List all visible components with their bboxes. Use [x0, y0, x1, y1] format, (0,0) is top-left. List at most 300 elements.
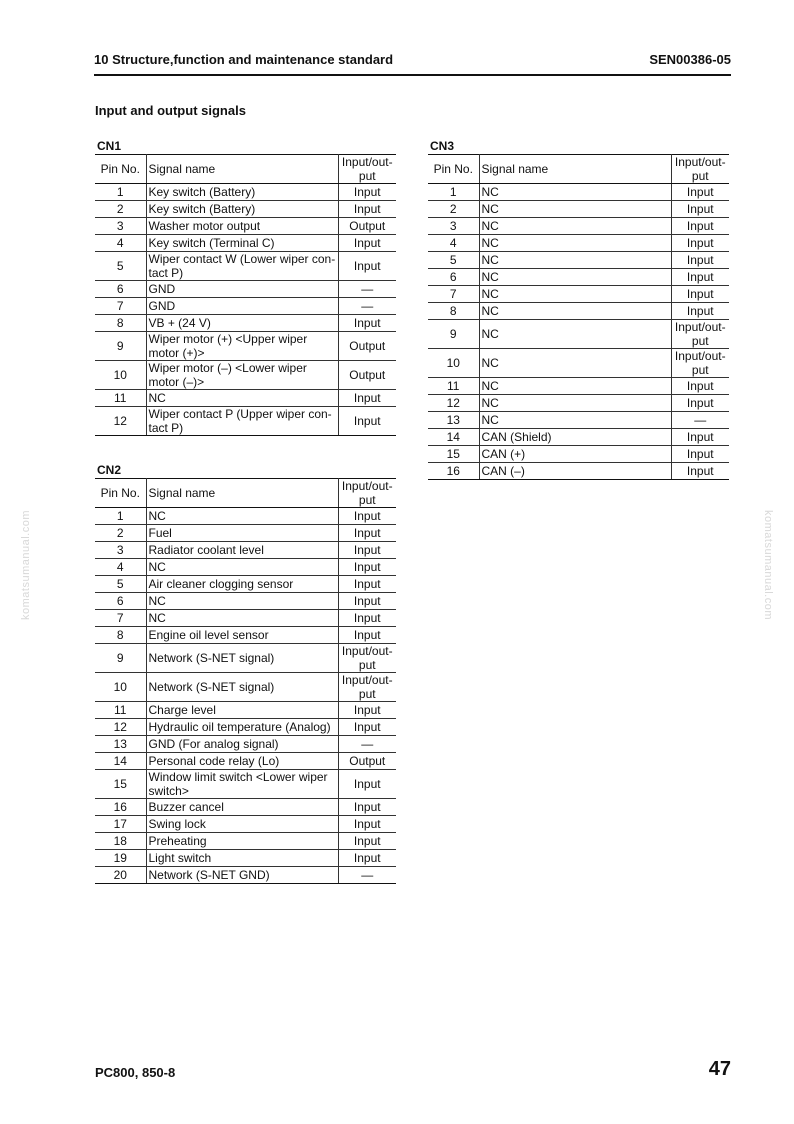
- io-type-line1: Input: [686, 185, 714, 199]
- io-type-line1: Input: [686, 430, 714, 444]
- table-row: [95, 770, 396, 799]
- pin-header: Pin No.: [428, 155, 479, 184]
- signal-name-line1: Swing lock: [148, 817, 206, 831]
- pin-number: 5: [95, 576, 146, 593]
- signal-name-line1: NC: [481, 379, 499, 393]
- io-type: [338, 201, 396, 218]
- pin-number: 3: [95, 542, 146, 559]
- pin-header: Pin No.: [95, 155, 146, 184]
- pin-number: 20: [95, 867, 146, 884]
- pin-number: 18: [95, 833, 146, 850]
- table-row: [95, 298, 396, 315]
- signal-name-line1: NC: [481, 287, 499, 301]
- table-row: [95, 201, 396, 218]
- io-type-line1: Input: [353, 594, 381, 608]
- table-row: [95, 850, 396, 867]
- io-type-line1: —: [361, 737, 374, 751]
- signal-name-line2: motor (–)>: [148, 375, 205, 389]
- pin-number: 2: [95, 201, 146, 218]
- pin-number: 14: [95, 753, 146, 770]
- cn3-table: [428, 154, 729, 480]
- io-type: [671, 252, 729, 269]
- io-type: [338, 610, 396, 627]
- signal-name: [479, 201, 671, 218]
- io-type-line1: Input: [686, 379, 714, 393]
- io-type: [338, 627, 396, 644]
- table-row: [95, 736, 396, 753]
- io-type: [338, 508, 396, 525]
- signal-name-line1: NC: [481, 202, 499, 216]
- signal-name: [146, 252, 338, 281]
- io-type: [338, 850, 396, 867]
- table-row: [95, 218, 396, 235]
- table-row: [95, 332, 396, 361]
- io-header-line2: put: [691, 169, 709, 183]
- io-type-line1: Input: [353, 259, 381, 273]
- table-row: [428, 412, 729, 429]
- io-type-line1: Input: [686, 396, 714, 410]
- signal-name-line1: Key switch (Battery): [148, 185, 256, 199]
- table-row: [428, 218, 729, 235]
- table-row: [428, 429, 729, 446]
- io-type-line1: Input/out-: [341, 644, 393, 658]
- table-row: [428, 269, 729, 286]
- io-type: [338, 559, 396, 576]
- pin-number: 13: [428, 412, 479, 429]
- signal-name: [146, 833, 338, 850]
- signal-name: [479, 463, 671, 480]
- signal-name-line1: Preheating: [148, 834, 207, 848]
- signal-name-line1: NC: [481, 253, 499, 267]
- signal-name: [146, 315, 338, 332]
- pin-number: 9: [95, 332, 146, 361]
- signal-name-line1: Network (S-NET GND): [148, 868, 270, 882]
- io-type-line1: Input: [686, 447, 714, 461]
- cn1-label: CN1: [97, 139, 122, 153]
- table-row: [95, 407, 396, 436]
- io-type: [338, 390, 396, 407]
- io-type-line1: Input: [353, 185, 381, 199]
- signal-name-line1: Buzzer cancel: [148, 800, 224, 814]
- table-row: [95, 673, 396, 702]
- io-type-line2: put: [358, 687, 376, 701]
- io-type: [338, 542, 396, 559]
- signal-name-line1: CAN (Shield): [481, 430, 552, 444]
- signal-name: [146, 702, 338, 719]
- signal-name-line1: Engine oil level sensor: [148, 628, 269, 642]
- io-type-line1: Input: [353, 202, 381, 216]
- signal-name-line1: NC: [481, 413, 499, 427]
- signal-name: [479, 429, 671, 446]
- table-row: [95, 252, 396, 281]
- signal-name-line1: Key switch (Terminal C): [148, 236, 275, 250]
- signal-name-line1: Wiper motor (–) <Lower wiper: [148, 361, 307, 375]
- signal-name: [479, 218, 671, 235]
- io-type: [338, 770, 396, 799]
- signal-name: [479, 184, 671, 201]
- io-header-line2: put: [358, 169, 376, 183]
- signal-name-line1: Air cleaner clogging sensor: [148, 577, 294, 591]
- table-row: [428, 378, 729, 395]
- pin-number: 16: [95, 799, 146, 816]
- io-type-line1: —: [361, 868, 374, 882]
- io-type: [338, 361, 396, 390]
- io-type: [671, 446, 729, 463]
- table-row: [95, 610, 396, 627]
- pin-number: 11: [95, 390, 146, 407]
- signal-name: [479, 378, 671, 395]
- table-row: [95, 390, 396, 407]
- document-code: SEN00386-05: [649, 52, 731, 67]
- io-type: [671, 378, 729, 395]
- pin-number: 8: [428, 303, 479, 320]
- signal-name: [146, 770, 338, 799]
- io-type: [338, 867, 396, 884]
- signal-name-line1: NC: [148, 611, 166, 625]
- signal-name: [479, 235, 671, 252]
- signal-name: [479, 412, 671, 429]
- io-type-line1: Input: [353, 577, 381, 591]
- io-type: [338, 736, 396, 753]
- table-row: [95, 361, 396, 390]
- table-row: [95, 235, 396, 252]
- pin-number: 14: [428, 429, 479, 446]
- pin-number: 17: [95, 816, 146, 833]
- signal-name-line1: Radiator coolant level: [148, 543, 264, 557]
- table-row: [95, 719, 396, 736]
- table-row: [95, 525, 396, 542]
- table-row: [95, 799, 396, 816]
- signal-name: [146, 850, 338, 867]
- io-type: [671, 463, 729, 480]
- io-type: [338, 235, 396, 252]
- io-type-line1: Input: [353, 851, 381, 865]
- cn1-table: [95, 154, 396, 436]
- signal-name: [146, 644, 338, 673]
- signal-name-line1: NC: [148, 560, 166, 574]
- signal-name: [146, 673, 338, 702]
- io-type: [338, 673, 396, 702]
- table-row: [95, 702, 396, 719]
- signal-name-line1: CAN (–): [481, 464, 525, 478]
- pin-number: 8: [95, 315, 146, 332]
- io-type: [338, 332, 396, 361]
- chapter-title: 10 Structure,function and maintenance standard: [94, 52, 394, 67]
- io-type: [671, 429, 729, 446]
- io-type-line1: Output: [349, 368, 386, 382]
- io-type: [338, 298, 396, 315]
- io-type: [338, 184, 396, 201]
- table-row: [95, 508, 396, 525]
- page-number: 47: [708, 1058, 731, 1080]
- signal-name-line1: Hydraulic oil temperature (Analog): [148, 720, 331, 734]
- signal-name-line1: NC: [481, 327, 499, 341]
- table-row: [428, 446, 729, 463]
- signal-name-line1: NC: [481, 356, 499, 370]
- io-type: [338, 816, 396, 833]
- signal-name-line1: Wiper motor (+) <Upper wiper: [148, 332, 308, 346]
- io-type: [671, 218, 729, 235]
- pin-number: 4: [428, 235, 479, 252]
- io-type-line1: Output: [349, 754, 386, 768]
- pin-number: 2: [95, 525, 146, 542]
- signal-name-line2: motor (+)>: [148, 346, 205, 360]
- signal-name-line1: NC: [481, 270, 499, 284]
- signal-name-line1: NC: [148, 594, 166, 608]
- io-type-line1: Input: [686, 202, 714, 216]
- signal-name: [146, 816, 338, 833]
- signal-name-line1: GND (For analog signal): [148, 737, 279, 751]
- table-row: [428, 184, 729, 201]
- io-type-line1: Input: [686, 219, 714, 233]
- signal-name: [146, 719, 338, 736]
- pin-number: 5: [428, 252, 479, 269]
- io-type-line1: Input: [353, 236, 381, 250]
- io-header: [671, 155, 729, 184]
- signal-name: [146, 753, 338, 770]
- io-type-line1: Input: [353, 509, 381, 523]
- io-type: [338, 252, 396, 281]
- signal-name: [146, 235, 338, 252]
- io-type: [338, 799, 396, 816]
- signal-name: [146, 390, 338, 407]
- signal-name-line1: NC: [481, 396, 499, 410]
- io-type: [671, 395, 729, 412]
- signal-header: Signal name: [479, 155, 671, 184]
- io-type: [671, 235, 729, 252]
- table-row: [95, 576, 396, 593]
- pin-number: 9: [95, 644, 146, 673]
- table-row: [95, 559, 396, 576]
- table-row: [428, 235, 729, 252]
- table-row: [95, 833, 396, 850]
- pin-number: 10: [95, 361, 146, 390]
- pin-number: 11: [95, 702, 146, 719]
- signal-name: [146, 610, 338, 627]
- io-header-line1: Input/out-: [341, 479, 393, 493]
- pin-number: 1: [428, 184, 479, 201]
- signal-name: [479, 395, 671, 412]
- pin-number: 16: [428, 463, 479, 480]
- io-type: [338, 833, 396, 850]
- signal-name-line1: Light switch: [148, 851, 212, 865]
- pin-number: 15: [95, 770, 146, 799]
- io-type: [671, 184, 729, 201]
- io-type: [671, 412, 729, 429]
- pin-number: 3: [428, 218, 479, 235]
- signal-name-line1: NC: [481, 236, 499, 250]
- io-type-line1: Input: [353, 560, 381, 574]
- pin-number: 12: [428, 395, 479, 412]
- signal-name: [146, 576, 338, 593]
- io-type: [671, 303, 729, 320]
- io-type-line1: Input: [353, 817, 381, 831]
- signal-name-line1: Wiper contact P (Upper wiper con-: [148, 407, 332, 421]
- io-type-line1: Input: [686, 287, 714, 301]
- signal-name: [479, 446, 671, 463]
- io-type-line2: put: [691, 334, 709, 348]
- io-type: [671, 201, 729, 218]
- signal-name: [146, 201, 338, 218]
- signal-name-line1: Network (S-NET signal): [148, 651, 275, 665]
- io-type-line1: Input: [353, 543, 381, 557]
- io-type: [338, 218, 396, 235]
- signal-name: [146, 525, 338, 542]
- signal-name: [479, 252, 671, 269]
- table-row: [428, 201, 729, 218]
- io-type-line1: Input: [686, 270, 714, 284]
- signal-name: [479, 286, 671, 303]
- io-type-line1: Input: [686, 253, 714, 267]
- signal-header: Signal name: [146, 155, 338, 184]
- pin-number: 4: [95, 235, 146, 252]
- signal-name-line1: Wiper contact W (Lower wiper con-: [148, 252, 336, 266]
- table-row: [428, 252, 729, 269]
- io-type: [671, 349, 729, 378]
- pin-number: 9: [428, 320, 479, 349]
- cn3-label: CN3: [430, 139, 455, 153]
- io-type: [338, 281, 396, 298]
- signal-name: [146, 332, 338, 361]
- signal-name-line1: Personal code relay (Lo): [148, 754, 280, 768]
- signal-name-line1: Fuel: [148, 526, 172, 540]
- signal-name: [479, 269, 671, 286]
- signal-name: [479, 349, 671, 378]
- io-type-line1: Input/out-: [341, 673, 393, 687]
- table-row: [428, 395, 729, 412]
- watermark-left: komatsumanual.com: [20, 510, 32, 620]
- io-type-line1: —: [694, 413, 707, 427]
- pin-number: 8: [95, 627, 146, 644]
- signal-name: [146, 298, 338, 315]
- watermark-right: komatsumanual.com: [762, 510, 774, 620]
- io-type-line1: Input: [353, 628, 381, 642]
- pin-number: 7: [95, 610, 146, 627]
- signal-name: [146, 867, 338, 884]
- table-row: [95, 644, 396, 673]
- io-type: [338, 525, 396, 542]
- io-type-line1: Input: [686, 236, 714, 250]
- io-type-line1: Input: [353, 526, 381, 540]
- pin-number: 6: [95, 281, 146, 298]
- table-row: [95, 542, 396, 559]
- signal-name-line2: tact P): [148, 266, 184, 280]
- io-header: [338, 479, 396, 508]
- io-type: [338, 753, 396, 770]
- pin-number: 4: [95, 559, 146, 576]
- signal-name: [146, 627, 338, 644]
- io-type: [671, 269, 729, 286]
- signal-name: [479, 303, 671, 320]
- table-row: [95, 315, 396, 332]
- io-type: [338, 576, 396, 593]
- pin-number: 3: [95, 218, 146, 235]
- pin-header: Pin No.: [95, 479, 146, 508]
- table-row: [95, 281, 396, 298]
- signal-header: Signal name: [146, 479, 338, 508]
- io-type: [338, 593, 396, 610]
- io-type-line1: Input: [353, 611, 381, 625]
- io-header-line1: Input/out-: [674, 155, 726, 169]
- table-row: [95, 627, 396, 644]
- io-type-line1: —: [361, 299, 374, 313]
- io-header-line1: Input/out-: [341, 155, 393, 169]
- io-header-line2: put: [358, 493, 376, 507]
- io-type-line1: Output: [349, 339, 386, 353]
- signal-name: [146, 281, 338, 298]
- signal-name: [146, 559, 338, 576]
- cn2-label: CN2: [97, 463, 122, 477]
- signal-name-line1: NC: [148, 509, 166, 523]
- pin-number: 12: [95, 407, 146, 436]
- io-type-line1: Input/out-: [674, 349, 726, 363]
- signal-name-line1: CAN (+): [481, 447, 526, 461]
- header-row: [95, 479, 396, 508]
- pin-number: 13: [95, 736, 146, 753]
- signal-name: [146, 736, 338, 753]
- pin-number: 10: [95, 673, 146, 702]
- section-title: Input and output signals: [95, 103, 246, 118]
- table-row: [428, 303, 729, 320]
- io-type-line1: Input: [353, 834, 381, 848]
- signal-name-line1: VB + (24 V): [148, 316, 211, 330]
- model-name: PC800, 850-8: [95, 1065, 176, 1080]
- io-type: [338, 719, 396, 736]
- signal-name-line1: NC: [148, 391, 166, 405]
- io-type: [338, 407, 396, 436]
- signal-name: [146, 799, 338, 816]
- io-type-line1: Input: [686, 304, 714, 318]
- pin-number: 2: [428, 201, 479, 218]
- pin-number: 10: [428, 349, 479, 378]
- signal-name-line2: tact P): [148, 421, 184, 435]
- signal-name-line1: NC: [481, 185, 499, 199]
- signal-name-line1: NC: [481, 304, 499, 318]
- signal-name: [146, 184, 338, 201]
- io-type: [671, 320, 729, 349]
- pin-number: 6: [95, 593, 146, 610]
- table-row: [95, 816, 396, 833]
- io-type-line2: put: [691, 363, 709, 377]
- signal-name-line2: switch>: [148, 784, 189, 798]
- io-type-line1: Input: [353, 414, 381, 428]
- pin-number: 1: [95, 184, 146, 201]
- signal-name: [146, 361, 338, 390]
- signal-name-line1: GND: [148, 282, 176, 296]
- table-row: [428, 463, 729, 480]
- io-type-line1: Input: [353, 703, 381, 717]
- signal-name: [146, 593, 338, 610]
- pin-number: 12: [95, 719, 146, 736]
- io-type-line1: Input: [353, 316, 381, 330]
- io-type: [338, 702, 396, 719]
- pin-number: 1: [95, 508, 146, 525]
- signal-name-line1: Washer motor output: [148, 219, 261, 233]
- io-type-line1: Input: [353, 777, 381, 791]
- pin-number: 11: [428, 378, 479, 395]
- signal-name-line1: Key switch (Battery): [148, 202, 256, 216]
- io-type: [338, 644, 396, 673]
- signal-name: [146, 508, 338, 525]
- page-header: [94, 50, 731, 76]
- io-type-line1: Input: [353, 800, 381, 814]
- signal-name-line1: NC: [481, 219, 499, 233]
- pin-number: 6: [428, 269, 479, 286]
- table-row: [95, 867, 396, 884]
- table-row: [95, 593, 396, 610]
- signal-name-line1: Network (S-NET signal): [148, 680, 275, 694]
- header-row: [95, 155, 396, 184]
